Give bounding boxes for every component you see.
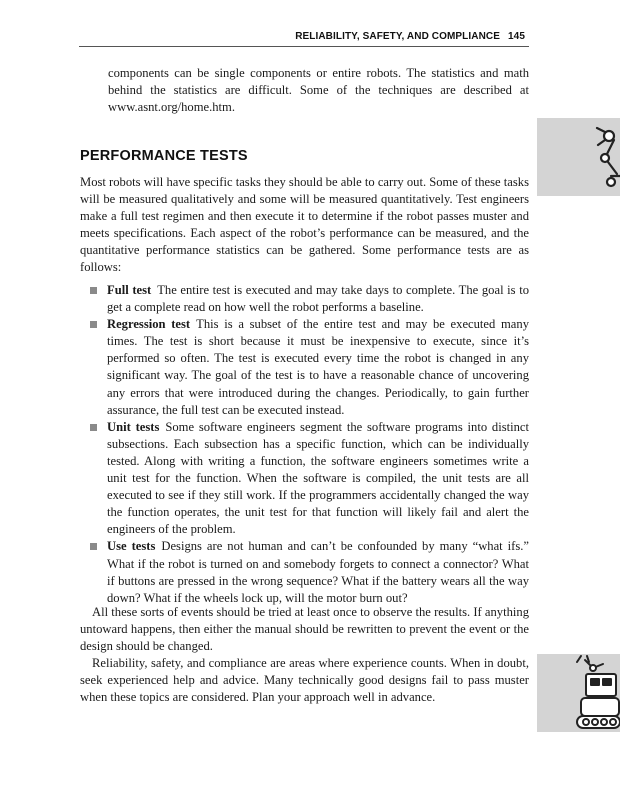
intro-paragraph: components can be single components or entire robots. The statistics and math behind the statistics are difficult. Some of the techniques are described at www.asnt.org/home.htm. xyxy=(108,66,529,115)
bullet-term: Unit tests xyxy=(107,419,160,434)
list-item xyxy=(90,282,529,316)
paragraph-2: All these sorts of events should be tried at least once to observe the results. If anything untoward happens, then either the manual should be rewritten to prevent the event or the design should be changed. xyxy=(80,605,529,654)
bullet-square-icon xyxy=(90,287,97,294)
robot-tracked-icon xyxy=(537,654,620,732)
robot-arm-icon xyxy=(537,118,620,196)
bullet-text: This is a subset of the entire test and may be executed many times. The test is short because it must be inexpensive to execute, since it’s performed so often. The test is executed every time the robot is changed in any significant way. The goal of the test is to have a reasonable chance of uncovering any errors that were introduced during the changes. Periodically, to gain further assurance, the full test can be executed instead. xyxy=(107,317,529,417)
running-header-text xyxy=(295,31,525,42)
body-block-1 xyxy=(80,174,529,277)
paragraph-1: Most robots will have specific tasks they should be able to carry out. Some of these tasks will be measured qualitatively and some will be measured quantitatively. Test engineers make a full test regimen and then execute it to determine if the robot passes muster and meets specifications. Each aspect of the robot’s performance can be measured, and the quantitative performance statistics can be gathered. Some performance tests are as follows: xyxy=(80,175,529,275)
bullet-term: Full test xyxy=(107,283,152,297)
bullet-text: Some software engineers segment the software programs into distinct subsections. Each subsection has a specific function, which can be individually tested. Along with writing a function, the software engineers sometimes write a unit test for the function. When the software is compiled, the unit tests are all executed to see if they still work. If the programmers accidentally changed the way the function operates, the unit test for that function will likely fail and alert the engineers of the problem. xyxy=(107,419,529,537)
bullet-square-icon xyxy=(90,424,97,431)
list-item xyxy=(90,316,529,419)
chapter-title: RELIABILITY, SAFETY, AND COMPLIANCE xyxy=(295,31,500,42)
bullet-square-icon xyxy=(90,321,97,328)
running-header xyxy=(79,30,529,47)
list-item xyxy=(90,538,529,606)
bullet-text: Designs are not human and can’t be confounded by many “what ifs.” What if the robot is turned on and somebody forgets to connect a connector? What if buttons are pressed in the wrong sequence? What if the battery wears all the way down? What if the wheels lock up, will the motor burn out? xyxy=(107,539,529,605)
paragraph-3: Reliability, safety, and compliance are areas where experience counts. When in doubt, seek experienced help and advice. Many technically good designs fail to pass muster when these topics are considered. Plan your approach well in advance. xyxy=(80,656,529,705)
page-number: 145 xyxy=(508,31,525,42)
body-block-2 xyxy=(80,604,529,707)
bullet-square-icon xyxy=(90,543,97,550)
bullet-list xyxy=(90,282,529,607)
thumb-tab-top xyxy=(537,118,620,196)
section-title: PERFORMANCE TESTS xyxy=(80,148,248,164)
bullet-term: Use tests xyxy=(107,539,156,554)
intro-block xyxy=(108,65,529,116)
thumb-tab-bottom xyxy=(537,654,620,732)
bullet-term: Regression test xyxy=(107,317,191,332)
list-item xyxy=(90,419,529,539)
bullet-text: The entire test is executed and may take days to complete. The goal is to get a complete read on how well the robot performs a baseline. xyxy=(107,283,529,315)
